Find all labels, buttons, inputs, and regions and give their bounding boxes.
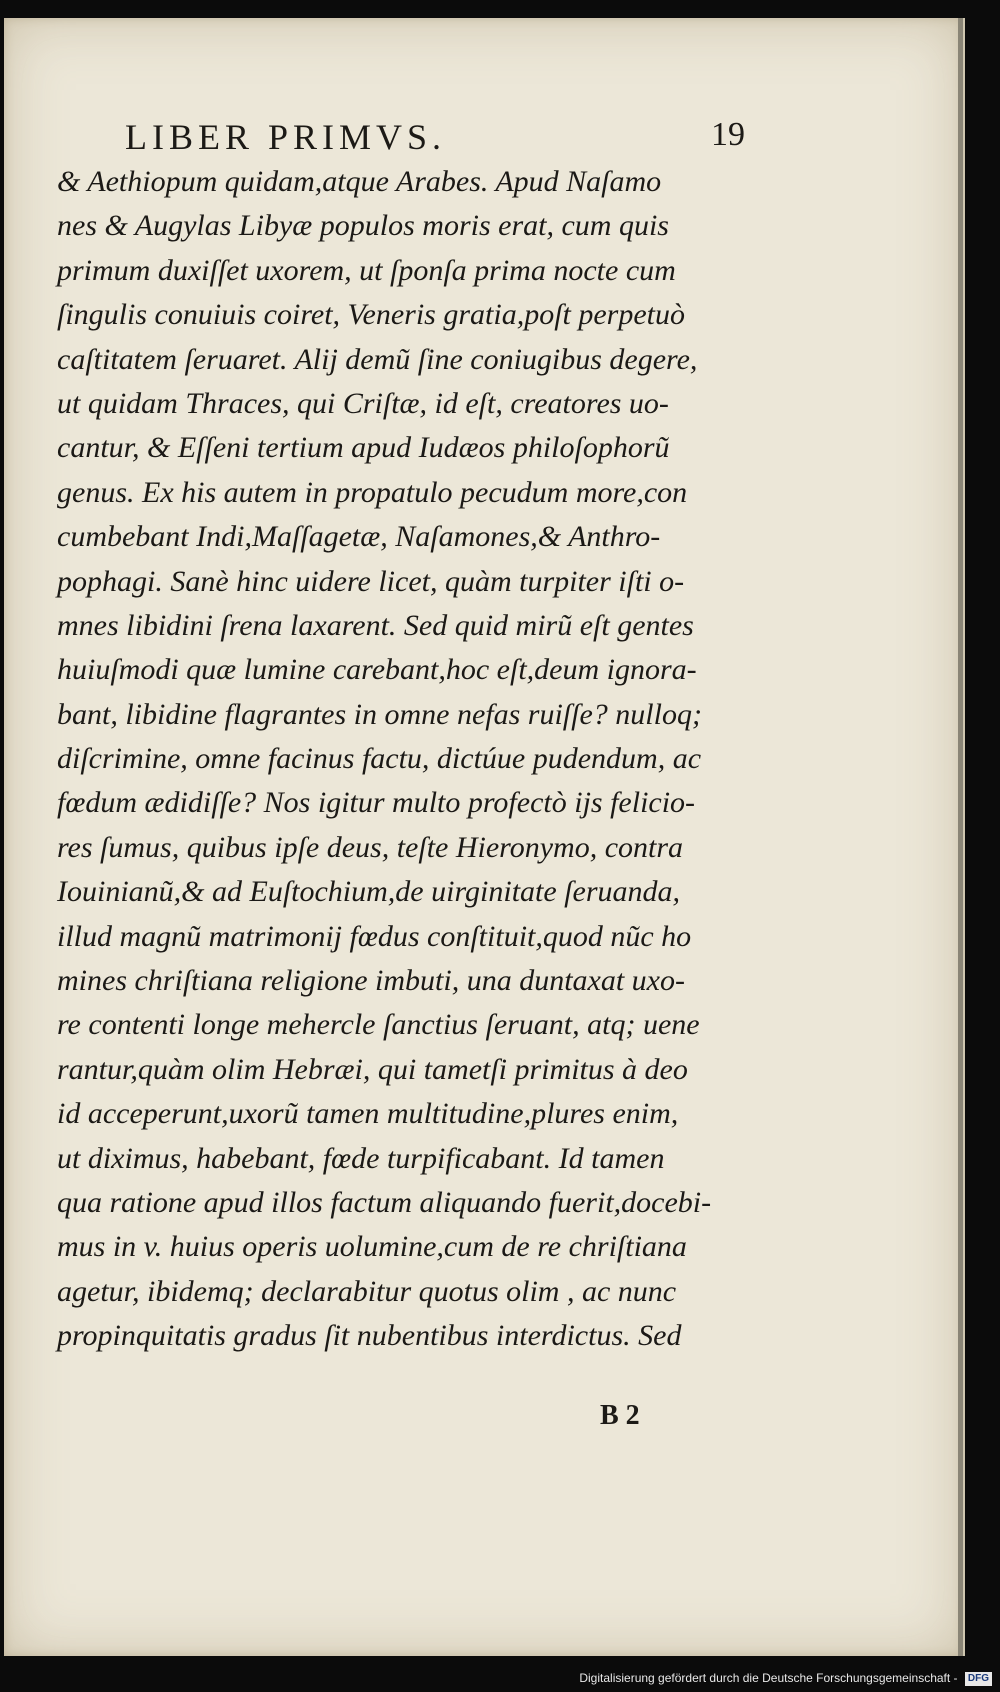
text-line: & Aethiopum quidam,atque Arabes. Apud Naſamo [57,165,662,198]
text-line: id acceperunt,uxorũ tamen multitudine,plures enim, [57,1097,679,1131]
text-line: mus in v. huius operis uolumine,cum de re chriſtiana [57,1230,687,1264]
text-line: huiuſmodi quæ lumine carebant,hoc eſt,deum ignora- [57,653,697,687]
page-edge [958,18,963,1656]
signature-mark: B 2 [600,1400,640,1431]
running-title: LIBER PRIMVS. [125,117,447,157]
text-line: fœdum ædidiſſe? Nos igitur multo profectò ijs felicio- [57,786,696,820]
text-line: res ſumus, quibus ipſe deus, teſte Hieronymo, contra [57,830,684,864]
page-number: 19 [711,116,745,153]
text-line: ſingulis conuiuis coiret, Veneris gratia,poſt perpetuò [57,298,686,332]
text-line: bant, libidine flagrantes in omne nefas ruiſſe? nulloq; [57,697,702,731]
text-line: illud magnũ matrimonij fœdus conſtituit,quod nũc ho [57,919,692,953]
body-text [57,160,757,1359]
text-line: genus. Ex his autem in propatulo pecudum more,con [57,475,688,509]
digitization-credit [579,1670,992,1686]
credit-text: Digitalisierung gefördert durch die Deutsche Forschungsgemeinschaft - [579,1671,958,1685]
text-line: agetur, ibidemq; declarabitur quotus olim , ac nunc [57,1274,677,1308]
text-line: caſtitatem ſeruaret. Alij demũ ſine coniugibus degere, [57,342,698,376]
text-line: cantur, & Eſſeni tertium apud Iudæos philoſophorũ [57,431,670,465]
text-line: primum duxiſſet uxorem, ut ſponſa prima nocte cum [57,253,676,287]
text-line: mnes libidini ſrena laxarent. Sed quid mirũ eſt gentes [57,608,694,642]
text-line: diſcrimine, omne facinus factu, dictúue pudendum, ac [57,742,702,776]
text-line: Iouinianũ,& ad Euſtochium,de uirginitate ſeruanda, [57,875,680,909]
text-line: cumbebant Indi,Maſſagetæ, Naſamones,& Anthro- [57,520,661,554]
text-line: nes & Augylas Libyæ populos moris erat, cum quis [57,209,669,243]
text-line: ut diximus, habebant, fœde turpificabant. Id tamen [57,1141,665,1175]
dfg-logo-icon: DFG [965,1672,992,1686]
text-line: rantur,quàm olim Hebræi, qui tametſi primitus à deo [57,1052,688,1086]
text-line: re contenti longe mehercle ſanctius ſeruant, atq; uene [57,1008,700,1042]
text-line: ut quidam Thraces, qui Criſtæ, id eſt, creatores uo- [57,386,669,420]
text-line: mines chriſtiana religione imbuti, una duntaxat uxo- [57,964,685,998]
text-line: pophagi. Sanè hinc uidere licet, quàm turpiter iſti o- [57,564,685,598]
text-line: propinquitatis gradus ſit nubentibus interdictus. Sed [57,1319,682,1353]
text-line: qua ratione apud illos factum aliquando fuerit,docebi- [57,1185,712,1219]
